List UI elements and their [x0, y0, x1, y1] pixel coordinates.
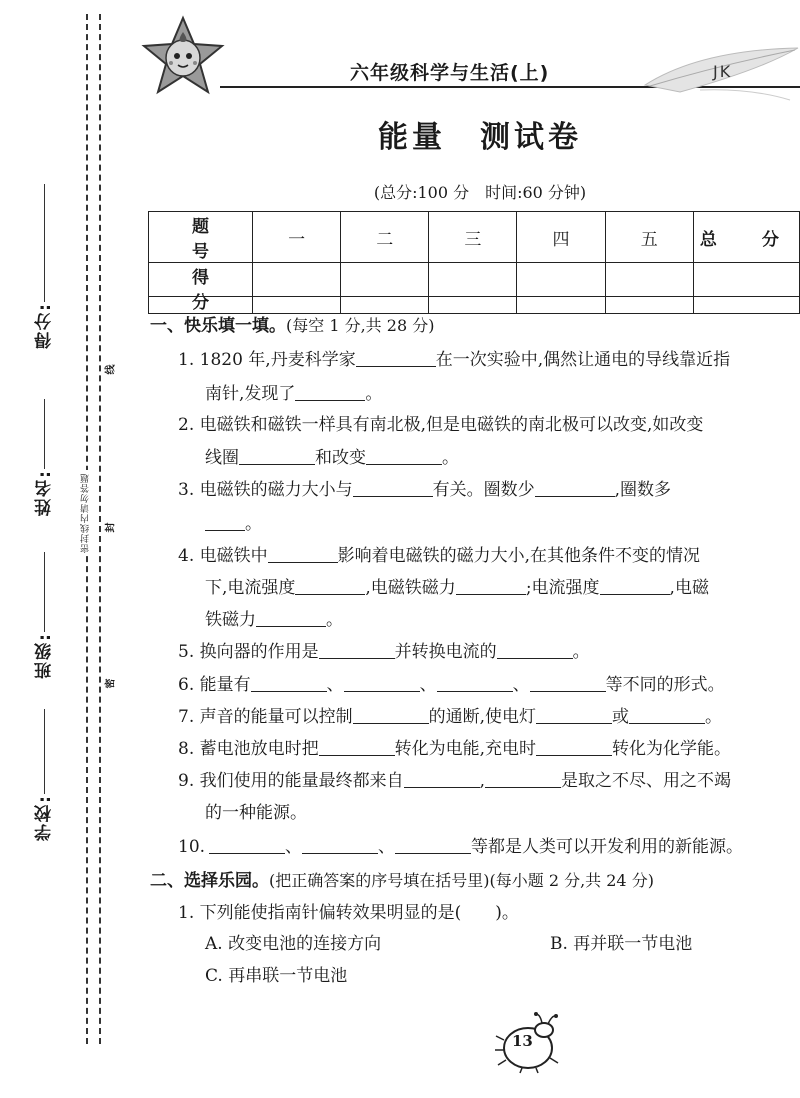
q6-text-d: 、 [512, 675, 530, 695]
score-cell-1[interactable] [252, 263, 340, 314]
q3-text-b: 有关。圈数少 [432, 480, 535, 500]
class-field [14, 548, 74, 679]
section1-title: 一、快乐填一填。 [150, 316, 286, 336]
score-table-total-label: 总 分 [693, 212, 799, 263]
score-cell-5[interactable] [605, 263, 693, 314]
section2-heading [150, 871, 654, 891]
q6-text-c: 、 [419, 675, 437, 695]
seal-char-secret: 密 [105, 678, 117, 689]
q1-line2 [205, 384, 382, 404]
score-table [148, 211, 800, 314]
q6-text-e: 等不同的形式。 [605, 675, 725, 695]
q6-line [178, 675, 725, 695]
q4-line3 [205, 610, 343, 630]
class-field-label: 班级: [34, 632, 55, 679]
score-table-row-questions [149, 212, 800, 263]
score-field [14, 180, 74, 349]
q9-text-b: , [479, 771, 486, 791]
q9-text-c: 是取之不尽、用之不竭 [561, 771, 732, 791]
score-cell-3[interactable] [429, 263, 517, 314]
q4-text-e: ;电流强度 [525, 578, 600, 598]
edition-mark: JK [713, 62, 733, 81]
section1-note: (每空 1 分,共 28 分) [286, 316, 435, 335]
q9-line1 [178, 771, 731, 791]
q1-blank-1[interactable] [356, 350, 436, 367]
name-field-line [44, 399, 45, 469]
school-field [14, 705, 74, 841]
q10-text-c: 、 [378, 837, 396, 857]
score-cell-2[interactable] [341, 263, 429, 314]
q10-text-d: 等都是人类可以开发利用的新能源。 [471, 837, 744, 857]
q9-blank-1[interactable] [404, 771, 480, 788]
q5-blank-1[interactable] [319, 642, 395, 659]
q1-text-c: 南针,发现了 [205, 384, 296, 404]
star-mascot-icon [138, 12, 228, 102]
q1-text-a: 1. 1820 年,丹麦科学家 [178, 350, 356, 370]
s2-q1-option-a[interactable]: A. 改变电池的连接方向 [205, 934, 382, 954]
q7-line [178, 707, 722, 727]
q3-line2 [205, 514, 262, 534]
q4-text-c: 下,电流强度 [205, 578, 296, 598]
q4-blank-3[interactable] [456, 578, 526, 595]
q8-blank-2[interactable] [536, 739, 612, 756]
score-table-row1-label: 题 号 [149, 212, 253, 263]
table-rule [148, 296, 800, 297]
q7-text-d: 。 [705, 707, 723, 727]
q2-blank-2[interactable] [366, 448, 442, 465]
q2-line2 [205, 448, 459, 468]
q3-text-c: ,圈数多 [614, 480, 672, 500]
q1-blank-2[interactable] [295, 384, 365, 401]
q1-line1 [178, 350, 730, 370]
section1-heading [150, 316, 434, 336]
q7-text-c: 或 [612, 707, 630, 727]
q4-line2 [205, 578, 709, 598]
s2-q1-option-b[interactable]: B. 再并联一节电池 [550, 934, 693, 954]
q4-blank-5[interactable] [256, 610, 326, 627]
q5-text-c: 。 [572, 642, 590, 662]
q9-text-d: 的一种能源。 [205, 803, 307, 823]
seal-line-notice: 密封线内请勿答题 [79, 470, 92, 556]
score-field-label: 得分: [34, 302, 55, 349]
school-field-label: 学校: [34, 794, 55, 841]
name-field-label: 姓名: [34, 469, 55, 516]
class-field-line [44, 552, 45, 632]
q4-blank-1[interactable] [268, 546, 338, 563]
q7-text-b: 的通断,使电灯 [428, 707, 537, 727]
school-field-line [44, 709, 45, 794]
q6-blank-4[interactable] [530, 675, 606, 692]
q10-blank-3[interactable] [395, 837, 471, 854]
q8-text-a: 8. 蓄电池放电时把 [178, 739, 319, 759]
score-table-col-3: 三 [429, 212, 517, 263]
score-table-row-scores [149, 263, 800, 314]
q7-text-a: 7. 声音的能量可以控制 [178, 707, 353, 727]
q9-text-a: 9. 我们使用的能量最终都来自 [178, 771, 404, 791]
s2-q1-option-c[interactable]: C. 再串联一节电池 [205, 966, 348, 986]
q4-line1 [178, 546, 700, 566]
q4-text-g: 铁磁力 [205, 610, 256, 630]
q4-blank-2[interactable] [295, 578, 365, 595]
q9-line2 [205, 803, 307, 823]
q6-text-a: 6. 能量有 [178, 675, 251, 695]
score-table-col-1: 一 [252, 212, 340, 263]
q9-blank-2[interactable] [485, 771, 561, 788]
q2-blank-1[interactable] [239, 448, 315, 465]
q10-blank-1[interactable] [209, 837, 285, 854]
score-table-row2-label: 得 分 [149, 263, 253, 314]
q3-blank-3[interactable] [205, 514, 245, 531]
score-cell-total[interactable] [693, 263, 799, 314]
seal-char-seal: 封 [105, 522, 117, 533]
score-table-col-5: 五 [605, 212, 693, 263]
q1-text-d: 。 [365, 384, 383, 404]
q2-text-c: 和改变 [315, 448, 366, 468]
q4-text-h: 。 [326, 610, 343, 630]
q5-blank-2[interactable] [497, 642, 573, 659]
page-number: 13 [512, 1032, 533, 1050]
q4-text-f: ,电磁 [669, 578, 709, 598]
q3-line1 [178, 480, 671, 500]
q6-blank-3[interactable] [437, 675, 513, 692]
q10-text-b: 、 [285, 837, 303, 857]
q3-text-a: 3. 电磁铁的磁力大小与 [178, 480, 353, 500]
name-field [14, 395, 74, 516]
q5-text-a: 5. 换向器的作用是 [178, 642, 319, 662]
q3-blank-2[interactable] [535, 480, 615, 497]
q6-blank-2[interactable] [344, 675, 420, 692]
q3-blank-1[interactable] [353, 480, 433, 497]
score-table-col-2: 二 [341, 212, 429, 263]
q8-line [178, 739, 731, 759]
book-title: 六年级科学与生活(上) [350, 62, 550, 84]
test-title: 能量 测试卷 [378, 120, 582, 155]
q6-blank-1[interactable] [251, 675, 327, 692]
q4-text-d: ,电磁铁磁力 [365, 578, 456, 598]
score-cell-4[interactable] [517, 263, 605, 314]
q10-blank-2[interactable] [302, 837, 378, 854]
q4-text-b: 影响着电磁铁的磁力大小,在其他条件不变的情况 [337, 546, 701, 566]
test-subtitle: (总分:100 分 时间:60 分钟) [373, 183, 587, 202]
q2-text-b: 线圈 [205, 448, 239, 468]
section2-title: 二、选择乐园。 [150, 871, 269, 891]
q4-text-a: 4. 电磁铁中 [178, 546, 268, 566]
q1-text-b: 在一次实验中,偶然让通电的导线靠近指 [435, 350, 731, 370]
section2-note: (把正确答案的序号填在括号里)(每小题 2 分,共 24 分) [269, 871, 654, 890]
q5-text-b: 并转换电流的 [394, 642, 497, 662]
q2-text-d: 。 [442, 448, 459, 468]
score-table-col-4: 四 [517, 212, 605, 263]
q4-blank-4[interactable] [600, 578, 670, 595]
q10-text-a: 10. [178, 837, 206, 857]
q7-blank-2[interactable] [536, 707, 612, 724]
q6-text-b: 、 [326, 675, 344, 695]
q5-line [178, 642, 590, 662]
s2-q1-stem: 1. 下列能使指南针偏转效果明显的是( )。 [178, 903, 519, 923]
q2-text-a: 2. 电磁铁和磁铁一样具有南北极,但是电磁铁的南北极可以改变,如改变 [178, 415, 704, 435]
q8-text-b: 转化为电能,充电时 [394, 739, 537, 759]
seal-char-line: 线 [105, 364, 117, 375]
q7-blank-1[interactable] [353, 707, 429, 724]
q3-text-d: 。 [245, 514, 262, 534]
q8-blank-1[interactable] [319, 739, 395, 756]
q7-blank-3[interactable] [629, 707, 705, 724]
q2-line1 [178, 415, 703, 435]
q10-line [178, 837, 743, 857]
q8-text-c: 转化为化学能。 [612, 739, 732, 759]
